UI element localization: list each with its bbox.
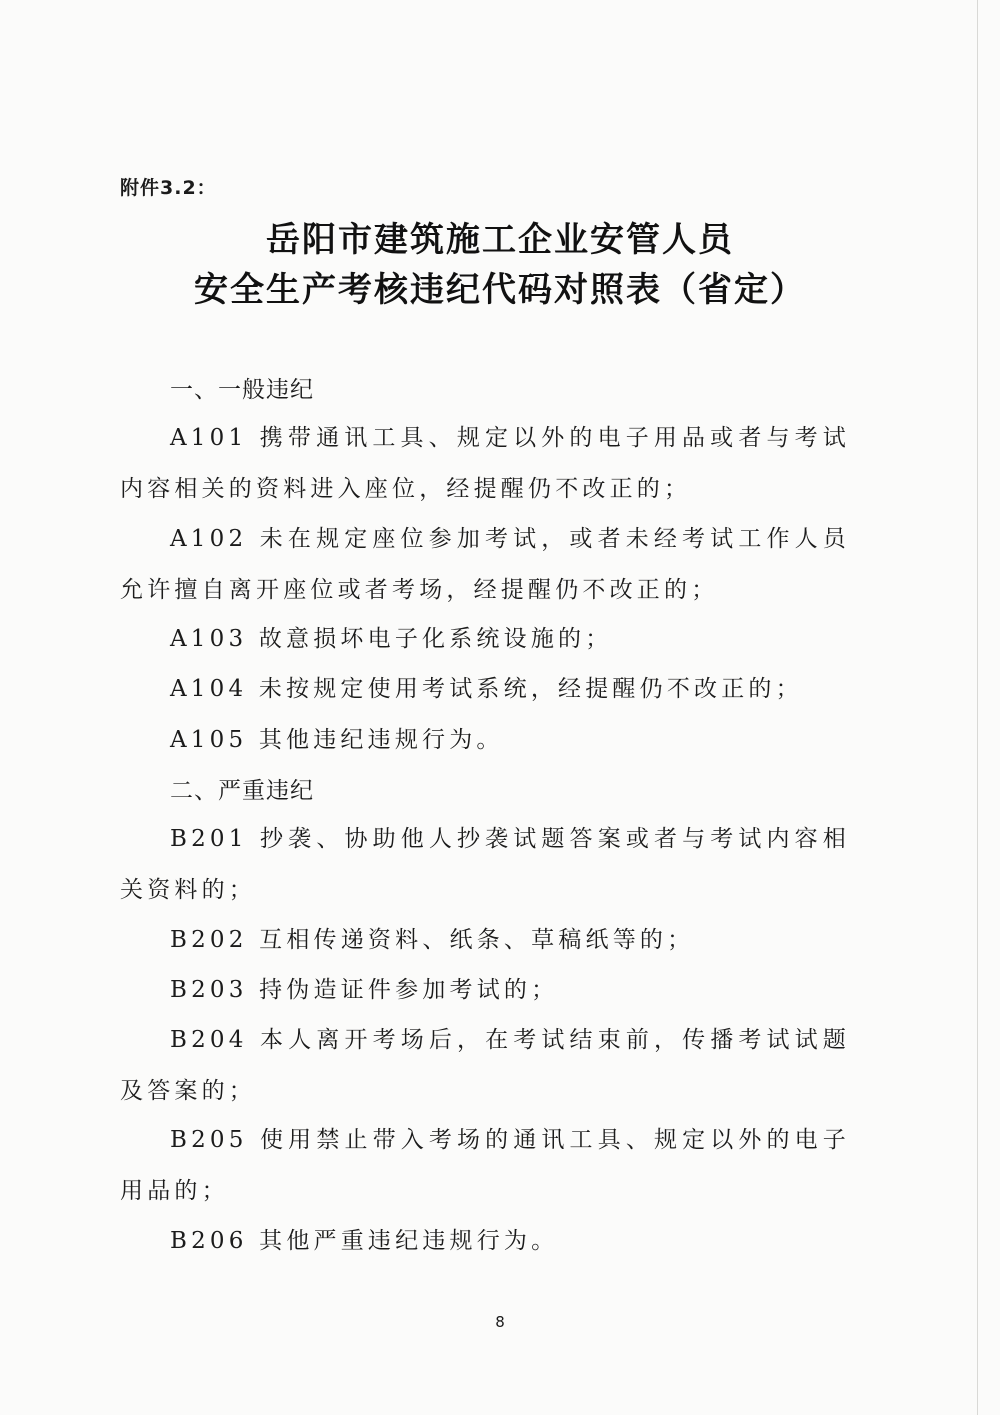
section-heading-serious: 二、严重违纪 <box>170 778 314 804</box>
violation-item-b203: B203 持伪造证件参加考试的； <box>170 977 559 1003</box>
violation-item-a103: A103 故意损坏电子化系统设施的； <box>170 626 613 652</box>
attachment-label: 附件3.2： <box>120 177 217 199</box>
document-title-line-1: 岳阳市建筑施工企业安管人员 <box>266 220 734 260</box>
violation-item-a101: A101 携带通讯工具、规定以外的电子用品或者与考试内容相关的资料进入座位，经提醒仍不改正的； <box>120 425 850 502</box>
violation-item-b204: B204 本人离开考场后，在考试结束前，传播考试试题及答案的； <box>120 1027 850 1104</box>
section-heading-general: 一、一般违纪 <box>170 377 314 403</box>
violation-item-b205: B205 使用禁止带入考场的通讯工具、规定以外的电子用品的； <box>120 1127 850 1204</box>
page-number: 8 <box>495 1313 505 1331</box>
document-title-line-2: 安全生产考核违纪代码对照表（省定） <box>194 270 806 310</box>
violation-item-a102: A102 未在规定座位参加考试，或者未经考试工作人员允许擅自离开座位或者考场，经提醒仍不改正的； <box>120 526 850 603</box>
violation-item-b206: B206 其他严重违纪违规行为。 <box>170 1228 559 1254</box>
violation-item-a105: A105 其他违纪违规行为。 <box>170 727 504 753</box>
violation-item-b201: B201 抄袭、协助他人抄袭试题答案或者与考试内容相关资料的； <box>120 826 850 903</box>
violation-item-b202: B202 互相传递资料、纸条、草稿纸等的； <box>170 927 695 953</box>
violation-item-a104: A104 未按规定使用考试系统，经提醒仍不改正的； <box>170 676 803 702</box>
